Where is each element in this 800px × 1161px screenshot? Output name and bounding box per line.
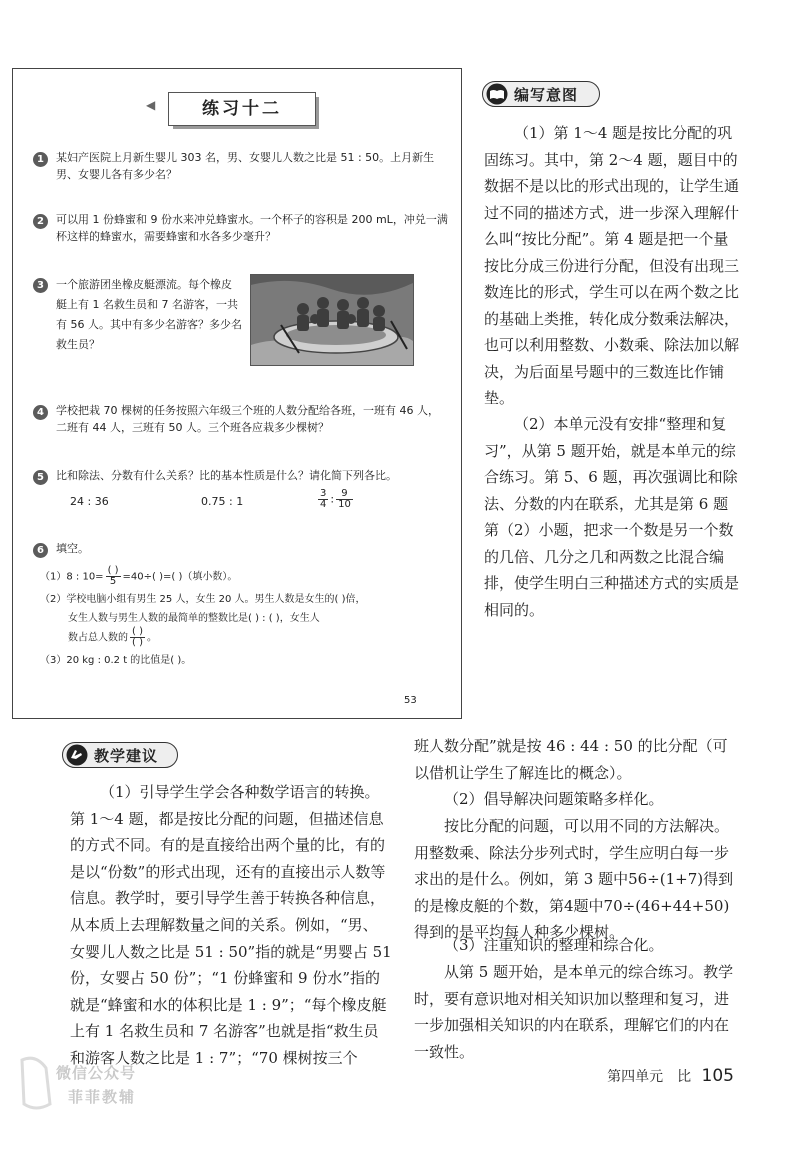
fill-blank-1-part-b: =40÷( )=( )（填小数）。 [122,571,238,583]
teaching-suggestions-right-p1: 班人数分配”就是按 46 : 44 : 50 的比分配（可以借机让学生了解连比的概念）。 [414,737,728,782]
fill-blank-2-part-a: 数占总人数的 [68,632,128,644]
fill-blank-3: （3）20 kg : 0.2 t 的比值是( )。 [40,655,192,666]
writing-intent-paragraph-2: （2）本单元没有安排“整理和复习”，从第 5 题开始，就是本单元的综合练习。第 5、6 题，再次强调比和除法、分数的内在联系，尤其是第 6 题第（2）小题，把求一个数是另一个数的几倍、几分之几和两数之比混合编排，使学生明白三种描述方式的实质是相同的。 [484,415,740,619]
ratio-24-36: 24 : 36 [70,495,109,508]
exercise-title: 练习十二 [168,92,316,126]
teaching-suggestions-right-p4: （3）注重知识的整理和综合化。 [444,936,664,954]
fill-blank-1-part-a: （1）8 : 10= [40,571,104,583]
question-4-text: 学校把栽 70 棵树的任务按照六年级三个班的人数分配给各班，一班有 46 人，二班有 44 人，三班有 50 人。三个班各应栽多少棵树？ [56,404,439,434]
question-1-text: 某妇产医院上月新生婴儿 303 名，男、女婴儿人数之比是 51 : 50。上月新生男、女婴儿各有多少名？ [56,151,435,181]
watermark-shape-icon [16,1054,56,1114]
watermark-line-2: 菲菲教辅 [68,1088,137,1106]
fraction-nine-tenths [336,489,353,510]
book-icon [486,83,508,105]
question-number-4: 4 [33,405,48,420]
fill-blank-2-fraction [130,627,145,648]
fraction-numerator: 9 [336,489,353,500]
question-number-6: 6 [33,543,48,558]
fraction-denominator: 10 [338,499,351,510]
question-number-3: 3 [33,278,48,293]
ratio-075-1: 0.75 : 1 [201,495,244,508]
teaching-suggestions-badge [62,742,178,768]
fraction-numerator: ( ) [132,626,143,637]
ratio-fraction-3-4-9-10 [316,489,355,510]
question-number-1: 1 [33,152,48,167]
page-footer [607,1066,734,1086]
hand-icon [66,744,88,766]
fraction-numerator: ( ) [107,565,119,576]
fill-blank-1-fraction [106,566,121,587]
question-6-text: 填空。 [56,542,89,555]
fraction-three-quarters [318,489,328,510]
fill-blank-2-line-2: 女生人数与男生人数的最简单的整数比是( ) : ( )，女生人 [68,613,320,624]
page-number: 105 [701,1066,734,1086]
fill-blank-2-part-b: 。 [146,632,157,644]
exercise-title-box [168,92,318,128]
question-number-2: 2 [33,214,48,229]
writing-intent-label: 编写意图 [514,85,579,104]
question-2-text: 可以用 1 份蜂蜜和 9 份水来冲兑蜂蜜水。一个杯子的容积是 200 mL，冲兑一满杯这样的蜂蜜水，需要蜂蜜和水各多少毫升？ [56,213,448,243]
question-5-text: 比和除法、分数有什么关系？比的基本性质是什么？请化简下列各比。 [56,469,397,482]
fraction-denominator: 5 [109,576,117,587]
fill-blank-2-line-3 [68,627,157,648]
teaching-suggestions-right-p2: （2）倡导解决问题策略多样化。 [444,790,664,808]
fraction-numerator: 3 [320,488,327,499]
fill-blank-2-line-1: （2）学校电脑小组有男生 25 人，女生 20 人。男生人数是女生的( )倍， [40,594,366,605]
watermark-line-1: 微信公众号 [56,1064,137,1082]
rafting-illustration [250,274,414,366]
fraction-denominator: ( ) [132,637,143,648]
unit-label: 第四单元 比 [607,1069,692,1085]
teaching-suggestions-right-p3: 按比分配的问题，可以用不同的方法解决。用整数乘、除法分步列式时，学生应明白每一步求出的是什么。例如，第 3 题中56÷(1+7)得到的是橡皮艇的个数，第4题中70÷(46+44+50)得到的是平均每人种多少棵树。 [414,817,734,942]
question-3-text: 一个旅游团坐橡皮艇漂流。每个橡皮艇上有 1 名救生员和 7 名游客，一共有 56 人。其中有多少名游客？多少名救生员？ [56,278,242,351]
watermark [16,1050,161,1128]
question-number-5: 5 [33,470,48,485]
left-arrow-icon: ◀ [146,98,156,112]
teaching-suggestions-label: 教学建议 [94,746,159,765]
teaching-suggestions-left-column: （1）引导学生学会各种数学语言的转换。第 1～4 题，都是按比分配的问题，但描述信息的方式不同。有的是直接给出两个量的比，有的是以“份数”的形式出现，还有的直接出示人数等信息。教学时，要引导学生善于转换各种信息，从本质上去理解数量之间的关系。例如，“男、女婴儿人数之比是 51 : 50”指的就是“男婴占 51 份，女婴占 50 份”；“1 份蜂蜜和 9 份水”指的就是“蜂蜜和水的体积比是 1 : 9”；“每个橡皮艇上有 1 名救生员和 7 名游客”也就是指“救生员和游客人数之比是 1 : 7”；“70 棵树按三个 [70,783,392,1067]
ratio-colon: : [330,492,335,506]
writing-intent-paragraph-1: （1）第 1～4 题是按比分配的巩固练习。其中，第 2～4 题，题目中的数据不是以比的形式出现的，让学生通过不同的描述方式，进一步深入理解什么叫“按比分配”。第 4 题是把一个量按比分成三份进行分配，但没有出现三数连比的形式，学生可以在两个数之比的基础上类推，转化成分数乘法解决，也可以利用整数、小数乘、除法加以解决，为后面星号题中的三数连比作铺垫。 [484,124,740,407]
fraction-denominator: 4 [320,499,327,510]
fill-blank-1 [40,566,237,587]
writing-intent-badge [482,81,600,107]
exercise-page-number: 53 [404,695,417,706]
teaching-suggestions-right-p5: 从第 5 题开始，是本单元的综合练习。教学时，要有意识地对相关知识加以整理和复习，进一步加强相关知识的内在联系，理解它们的内在一致性。 [414,963,734,1061]
